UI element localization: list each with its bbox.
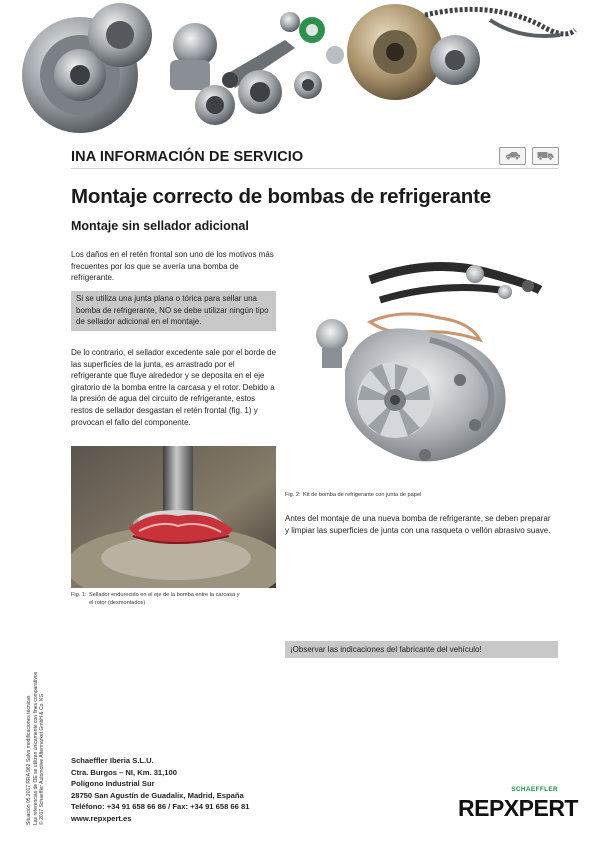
header-divider bbox=[71, 168, 558, 169]
car-icon bbox=[504, 151, 521, 161]
page-title: Montaje correcto de bombas de refrigerante bbox=[71, 185, 491, 208]
highlight-note: Si se utiliza una junta plana o tórica para sellar una bomba de refrigerante, NO se debe utilizar ningún tipo de sellador adicional en el montaje. bbox=[71, 291, 276, 331]
legal-line-3: © 2017 Schaeffler Automotive Aftermarket GmbH & Co. KG bbox=[39, 693, 46, 825]
warning-note: ¡Observar las indicaciones del fabricante del vehículo! bbox=[285, 641, 558, 658]
figure-2-number: Fig. 2: bbox=[285, 492, 301, 498]
figure-2-caption-text: Kit de bomba de refrigerante con junta de papel bbox=[303, 492, 422, 498]
page-subtitle: Montaje sin sellador adicional bbox=[71, 219, 249, 233]
company-name: Schaeffler Iberia S.L.U. bbox=[71, 756, 154, 765]
figure-1-number: Fig. 1: bbox=[71, 592, 87, 598]
truck-icon bbox=[537, 151, 554, 161]
figure-2-photo bbox=[300, 260, 550, 482]
schaeffler-wordmark: SCHAEFFLER bbox=[511, 786, 558, 793]
website-link[interactable]: www.repxpert.es bbox=[71, 813, 132, 823]
figure-2-caption bbox=[285, 491, 555, 499]
figure-1-caption-line1: Sellador endurecido en el eje de la bomba entre la carcasa y bbox=[89, 592, 240, 598]
repxpert-logo bbox=[458, 786, 578, 822]
figure-1-caption bbox=[71, 591, 276, 607]
header-parts-image bbox=[20, 0, 595, 140]
body-paragraph: De lo contrario, el sellador excedente sale por el borde de las superficies de la junta, es arrastrado por el refrigerante que fluye alrededor y se deposita en el eje giratorio de la bomba entre la carcasa y el rotor. Debido a la presión de agua del circuito de refrigerante, estos restos de sellador desgastan el retén frontal (fig. 1) y provocan el fallo del componente. bbox=[71, 348, 277, 427]
legal-line-1: Situación 05.2017 RRA 962 Salvo modificaciones técnicas bbox=[26, 695, 32, 825]
legal-line-2: Las referencias de OE se utilizan únicamente con fines comparativos bbox=[32, 671, 39, 825]
service-title: INA INFORMACIÓN DE SERVICIO bbox=[71, 149, 304, 165]
address-street: Ctra. Burgos – NI, Km. 31,100 bbox=[71, 767, 177, 777]
address-area: Polígono Industrial Sur bbox=[71, 779, 155, 789]
install-paragraph: Antes del montaje de una nueva bomba de refrigerante, se deben preparar y limpiar las superficies de junta con una rasqueta o vellón abrasivo suave. bbox=[285, 514, 551, 535]
legal-side-text bbox=[26, 625, 46, 825]
figure-1-photo bbox=[71, 446, 276, 588]
car-category-badge bbox=[499, 147, 526, 165]
repxpert-wordmark: REPXPERT bbox=[458, 795, 578, 821]
address-city: 28750 San Agustín de Guadalix, Madrid, España bbox=[71, 790, 244, 800]
contact-phone: Teléfono: +34 91 658 66 86 / Fax: +34 91 658 66 81 bbox=[71, 802, 250, 812]
footer-address bbox=[71, 755, 249, 825]
intro-paragraph: Los daños en el retén frontal son uno de los motivos más frecuentes por los que se avería una bomba de refrigerante. bbox=[71, 250, 274, 283]
figure-1-caption-line2: el rotor (desmontados) bbox=[89, 600, 146, 606]
truck-category-badge bbox=[532, 147, 559, 165]
